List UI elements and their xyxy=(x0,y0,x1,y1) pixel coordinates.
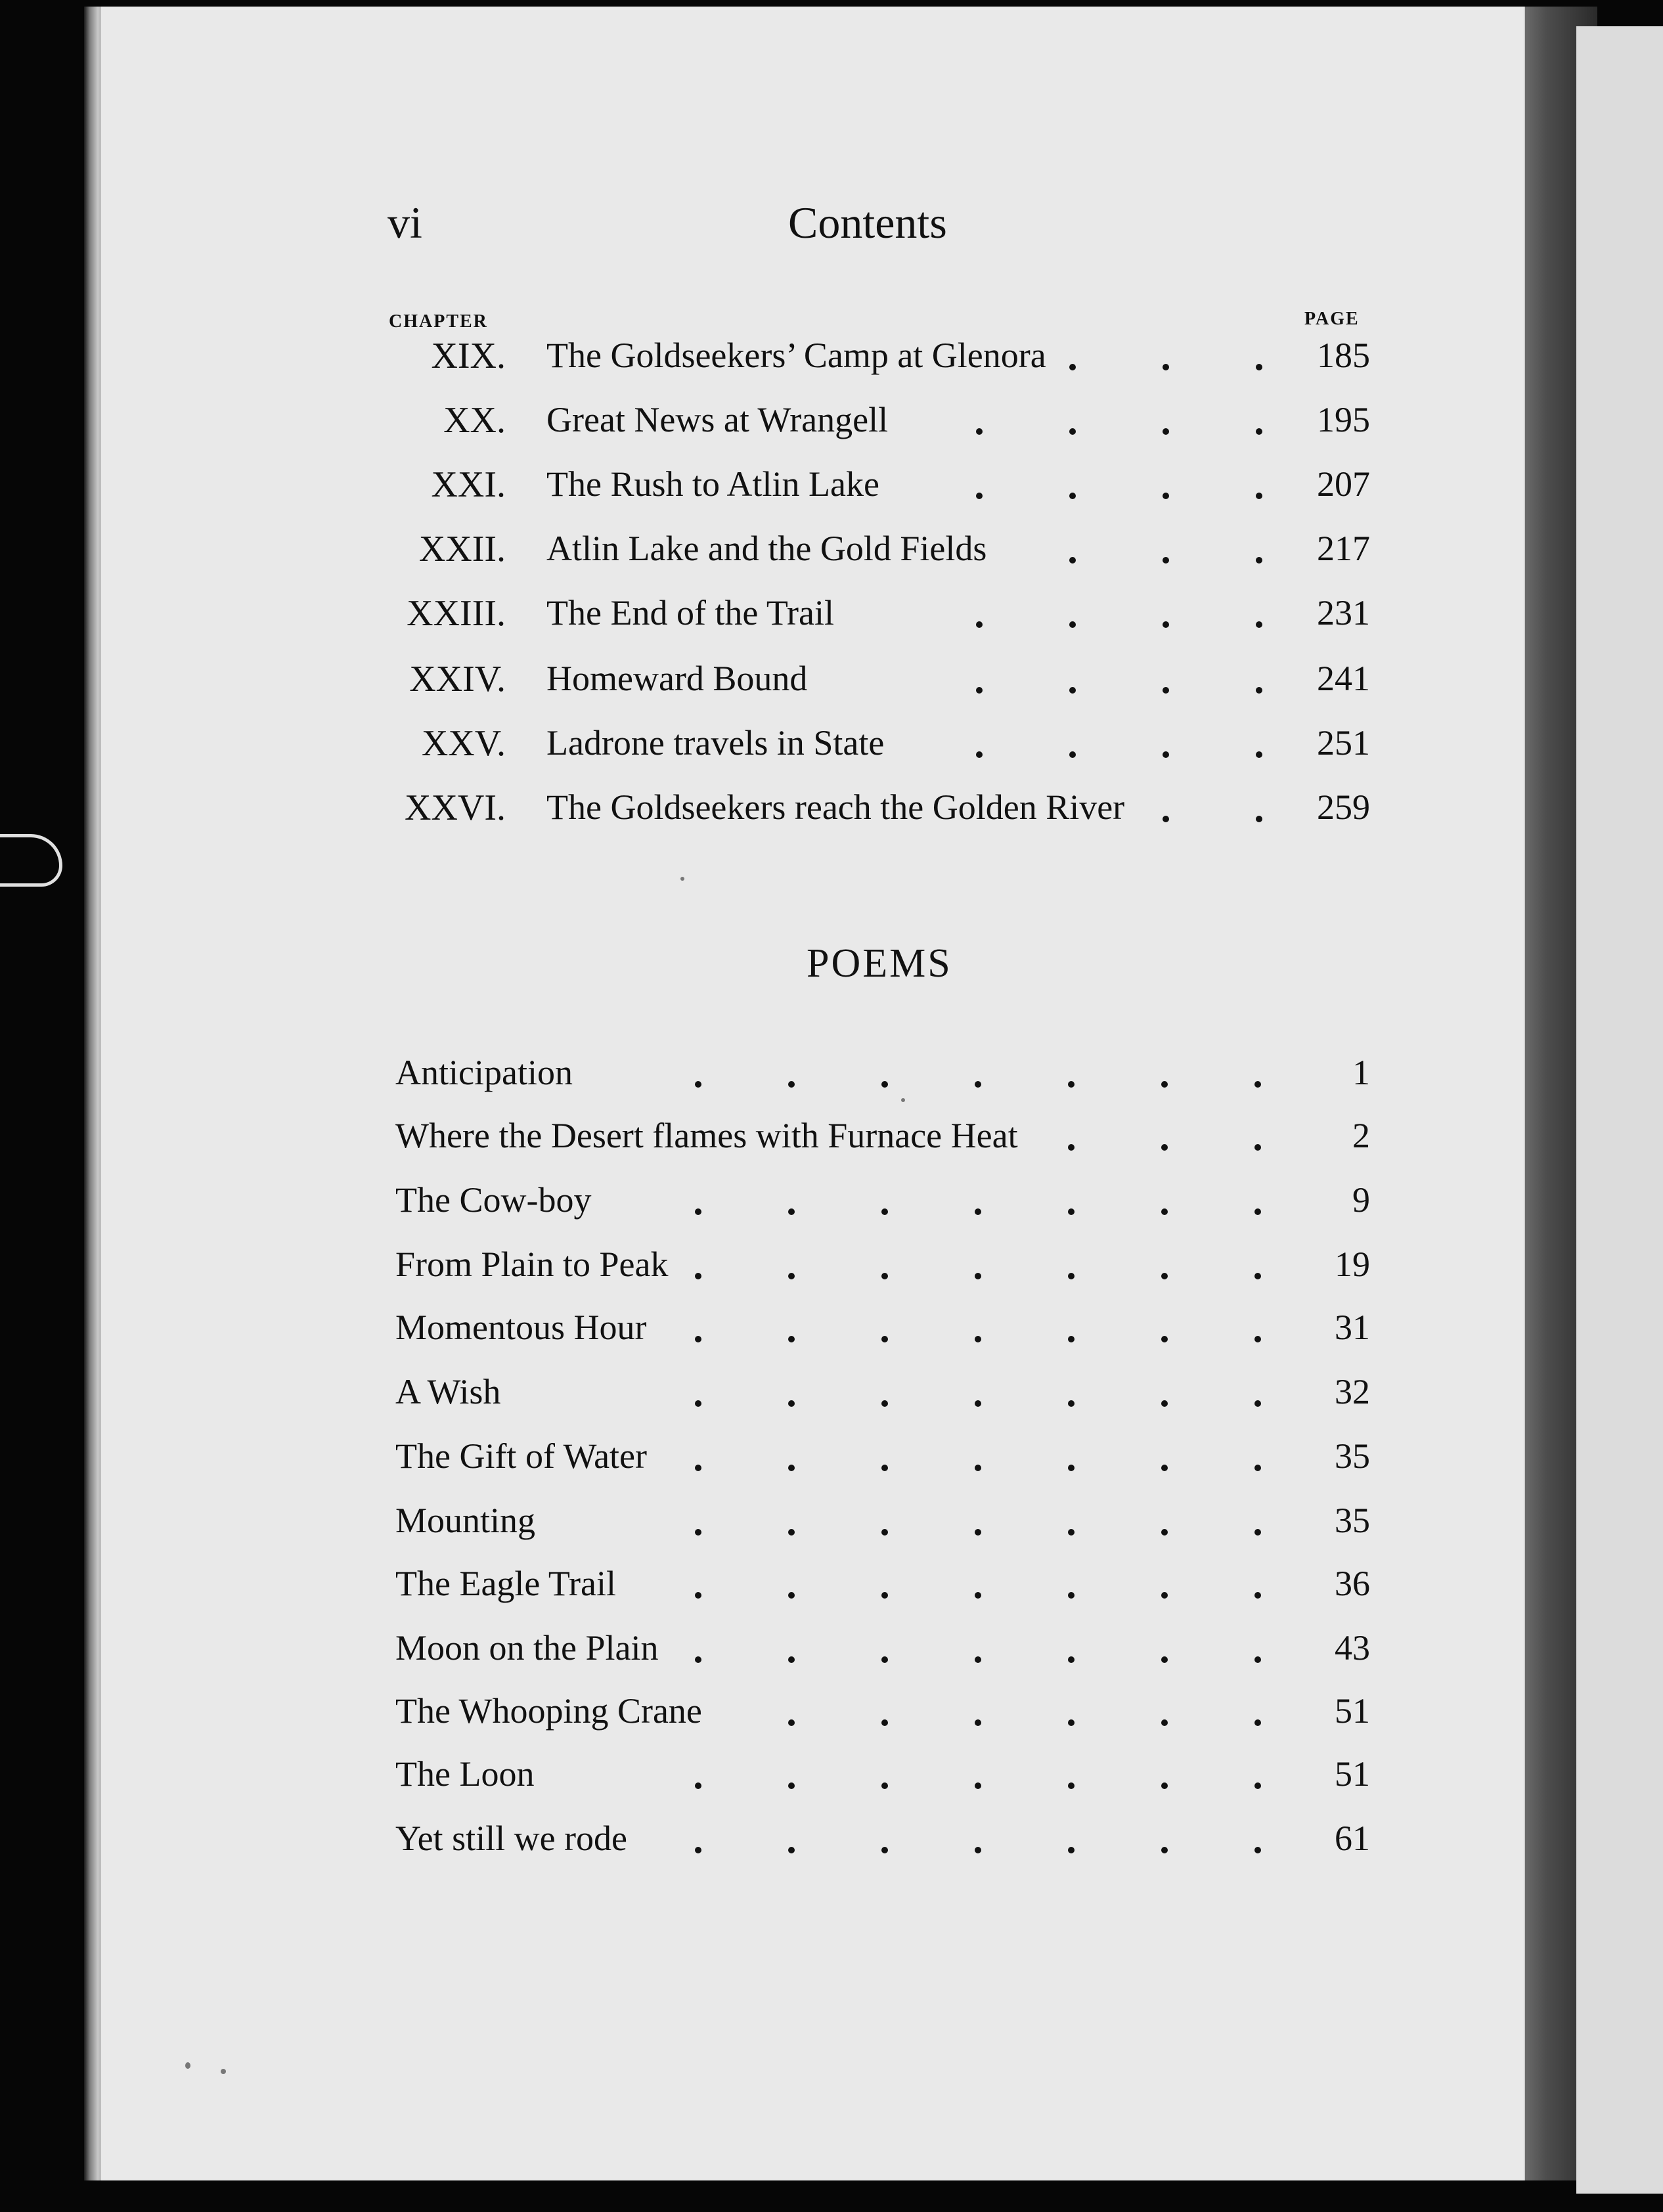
leader-dot xyxy=(881,1782,888,1789)
leader-dot xyxy=(1068,1592,1075,1599)
leader-dot xyxy=(976,493,983,499)
leader-dot xyxy=(1161,1847,1168,1853)
leader-dot xyxy=(1068,1336,1075,1342)
poem-entry xyxy=(0,1500,1663,1559)
poem-page-number: 51 xyxy=(1335,1754,1370,1794)
leader-dot xyxy=(975,1847,981,1853)
leader-dot xyxy=(695,1529,701,1536)
leader-dot xyxy=(1254,1273,1261,1279)
leader-dot xyxy=(1163,687,1169,694)
chapter-title: The Rush to Atlin Lake xyxy=(546,464,879,504)
chapter-title: The Goldseekers’ Camp at Glenora xyxy=(546,336,1046,375)
leader-dot xyxy=(788,1847,795,1853)
leader-dot xyxy=(975,1529,981,1536)
poems-heading: POEMS xyxy=(807,941,952,986)
leader-dot xyxy=(695,1400,701,1407)
leader-dot xyxy=(1256,687,1262,694)
leader-dot xyxy=(1254,1208,1261,1215)
paper-speck xyxy=(680,877,684,881)
chapter-entry xyxy=(0,399,1663,458)
leader-dot xyxy=(788,1656,795,1663)
leader-dot xyxy=(976,621,983,628)
leader-dot xyxy=(1161,1208,1168,1215)
leader-dot xyxy=(788,1336,795,1342)
leader-dot xyxy=(1256,493,1262,499)
leader-dot xyxy=(695,1465,701,1471)
poem-entry xyxy=(0,1052,1663,1111)
poem-title: From Plain to Peak xyxy=(395,1245,669,1284)
leader-dot xyxy=(1161,1719,1168,1726)
chapter-page-number: 217 xyxy=(1317,529,1370,568)
leader-dot xyxy=(1256,557,1262,564)
chapter-entry xyxy=(0,787,1663,846)
poem-title: The Cow-boy xyxy=(395,1180,592,1220)
leader-dot xyxy=(1163,364,1169,370)
poem-entry xyxy=(0,1180,1663,1239)
leader-dot xyxy=(1068,1656,1075,1663)
leader-dot xyxy=(695,1081,701,1088)
chapter-page-number: 207 xyxy=(1317,464,1370,504)
chapter-entry xyxy=(0,528,1663,587)
poem-title: The Eagle Trail xyxy=(395,1564,616,1603)
chapter-page-number: 251 xyxy=(1317,723,1370,763)
leader-dot xyxy=(881,1336,888,1342)
leader-dot xyxy=(788,1529,795,1536)
poem-entry xyxy=(0,1691,1663,1750)
leader-dot xyxy=(881,1656,888,1663)
chapter-page-number: 195 xyxy=(1317,400,1370,439)
leader-dot xyxy=(1069,364,1076,370)
poem-entry xyxy=(0,1563,1663,1622)
leader-dot xyxy=(975,1081,981,1088)
poem-entry xyxy=(0,1436,1663,1495)
leader-dot xyxy=(1161,1656,1168,1663)
leader-dot xyxy=(1254,1081,1261,1088)
poem-title: Mounting xyxy=(395,1501,536,1540)
leader-dot xyxy=(788,1208,795,1215)
leader-dot xyxy=(976,687,983,694)
leader-dot xyxy=(788,1592,795,1599)
poem-entry xyxy=(0,1371,1663,1430)
chapter-entry xyxy=(0,464,1663,523)
poem-page-number: 35 xyxy=(1335,1501,1370,1540)
leader-dot xyxy=(1069,557,1076,564)
poem-title: Anticipation xyxy=(395,1053,573,1092)
leader-dot xyxy=(1068,1081,1075,1088)
leader-dot xyxy=(881,1273,888,1279)
leader-dot xyxy=(975,1465,981,1471)
leader-dot xyxy=(1068,1465,1075,1471)
paper-speck xyxy=(185,2062,190,2069)
leader-dot xyxy=(788,1273,795,1279)
leader-dot xyxy=(1068,1529,1075,1536)
chapter-number: XIX. xyxy=(431,336,506,376)
leader-dot xyxy=(1256,364,1262,370)
paper-speck xyxy=(901,1098,905,1102)
chapter-title: The End of the Trail xyxy=(546,593,834,632)
leader-dot xyxy=(976,428,983,435)
poem-title: A Wish xyxy=(395,1372,501,1411)
leader-dot xyxy=(695,1656,701,1663)
chapter-title: Atlin Lake and the Gold Fields xyxy=(546,529,987,568)
poem-page-number: 61 xyxy=(1335,1819,1370,1858)
leader-dot xyxy=(1161,1144,1168,1151)
leader-dot xyxy=(881,1081,888,1088)
leader-dot xyxy=(1161,1400,1168,1407)
leader-dot xyxy=(1256,621,1262,628)
leader-dot xyxy=(1163,816,1169,822)
leader-dot xyxy=(788,1400,795,1407)
chapter-page-number: 241 xyxy=(1317,659,1370,698)
leader-dot xyxy=(1068,1144,1075,1151)
leader-dot xyxy=(1254,1465,1261,1471)
leader-dot xyxy=(881,1529,888,1536)
leader-dot xyxy=(1161,1529,1168,1536)
leader-dot xyxy=(1254,1847,1261,1853)
chapter-page-number: 231 xyxy=(1317,593,1370,632)
leader-dot xyxy=(975,1782,981,1789)
chapter-number: XXIII. xyxy=(407,593,506,634)
chapter-title: The Goldseekers reach the Golden River xyxy=(546,787,1125,827)
leader-dot xyxy=(788,1465,795,1471)
poem-page-number: 2 xyxy=(1352,1116,1370,1155)
poem-page-number: 32 xyxy=(1335,1372,1370,1411)
poem-title: The Whooping Crane xyxy=(395,1691,702,1731)
leader-dot xyxy=(1069,428,1076,435)
leader-dot xyxy=(1254,1400,1261,1407)
leader-dot xyxy=(881,1465,888,1471)
leader-dot xyxy=(1161,1273,1168,1279)
poem-entry xyxy=(0,1754,1663,1813)
leader-dot xyxy=(1069,751,1076,758)
poem-title: The Gift of Water xyxy=(395,1436,648,1476)
leader-dot xyxy=(1163,428,1169,435)
chapter-number: XXI. xyxy=(431,464,506,505)
chapter-number: XXII. xyxy=(418,529,506,569)
paper-speck xyxy=(221,2069,226,2074)
poem-title: The Loon xyxy=(395,1754,535,1794)
poem-entry xyxy=(0,1307,1663,1366)
poem-entry xyxy=(0,1115,1663,1174)
chapter-page-number: 185 xyxy=(1317,336,1370,375)
leader-dot xyxy=(788,1719,795,1726)
leader-dot xyxy=(1068,1847,1075,1853)
leader-dot xyxy=(1069,687,1076,694)
leader-dot xyxy=(1256,751,1262,758)
poem-page-number: 43 xyxy=(1335,1628,1370,1668)
leader-dot xyxy=(695,1208,701,1215)
chapter-page-number: 259 xyxy=(1317,787,1370,827)
poem-page-number: 35 xyxy=(1335,1436,1370,1476)
poem-title: Yet still we rode xyxy=(395,1819,628,1858)
leader-dot xyxy=(975,1336,981,1342)
leader-dot xyxy=(1069,621,1076,628)
chapter-number: XXV. xyxy=(421,723,506,764)
leader-dot xyxy=(695,1782,701,1789)
leader-dot xyxy=(975,1400,981,1407)
chapter-number: XXIV. xyxy=(409,659,506,699)
leader-dot xyxy=(1068,1719,1075,1726)
leader-dot xyxy=(975,1719,981,1726)
leader-dot xyxy=(1254,1719,1261,1726)
poem-page-number: 19 xyxy=(1335,1245,1370,1284)
chapter-entry xyxy=(0,722,1663,782)
chapter-number: XX. xyxy=(443,400,506,441)
leader-dot xyxy=(1068,1782,1075,1789)
leader-dot xyxy=(1254,1592,1261,1599)
leader-dot xyxy=(1256,816,1262,822)
poem-page-number: 31 xyxy=(1335,1308,1370,1347)
poem-entry xyxy=(0,1244,1663,1303)
leader-dot xyxy=(1254,1656,1261,1663)
leader-dot xyxy=(881,1847,888,1853)
leader-dot xyxy=(976,751,983,758)
leader-dot xyxy=(1068,1208,1075,1215)
chapter-entry xyxy=(0,658,1663,717)
leader-dot xyxy=(1254,1144,1261,1151)
leader-dot xyxy=(1163,493,1169,499)
leader-dot xyxy=(695,1592,701,1599)
leader-dot xyxy=(1161,1336,1168,1342)
leader-dot xyxy=(1254,1782,1261,1789)
leader-dot xyxy=(1256,428,1262,435)
chapter-title: Homeward Bound xyxy=(546,659,808,698)
leader-dot xyxy=(1161,1592,1168,1599)
page-folio: vi xyxy=(388,198,422,248)
leader-dot xyxy=(788,1081,795,1088)
poem-title: Where the Desert flames with Furnace Heat xyxy=(395,1116,1018,1155)
leader-dot xyxy=(881,1592,888,1599)
poem-title: Momentous Hour xyxy=(395,1308,647,1347)
leader-dot xyxy=(788,1782,795,1789)
poem-entry xyxy=(0,1818,1663,1877)
chapter-entry xyxy=(0,592,1663,652)
poem-page-number: 1 xyxy=(1352,1053,1370,1092)
leader-dot xyxy=(695,1336,701,1342)
leader-dot xyxy=(1161,1782,1168,1789)
leader-dot xyxy=(695,1847,701,1853)
leader-dot xyxy=(881,1400,888,1407)
chapter-column-label: CHAPTER xyxy=(389,311,488,332)
leader-dot xyxy=(975,1592,981,1599)
leader-dot xyxy=(881,1719,888,1726)
chapter-number: XXVI. xyxy=(405,787,506,828)
poem-entry xyxy=(0,1627,1663,1687)
leader-dot xyxy=(1163,557,1169,564)
poem-page-number: 9 xyxy=(1352,1180,1370,1220)
leader-dot xyxy=(695,1273,701,1279)
poem-page-number: 51 xyxy=(1335,1691,1370,1731)
leader-dot xyxy=(1161,1081,1168,1088)
leader-dot xyxy=(1068,1273,1075,1279)
chapter-title: Great News at Wrangell xyxy=(546,400,889,439)
leader-dot xyxy=(881,1208,888,1215)
leader-dot xyxy=(1161,1465,1168,1471)
chapter-title: Ladrone travels in State xyxy=(546,723,885,763)
leader-dot xyxy=(1068,1400,1075,1407)
leader-dot xyxy=(1254,1336,1261,1342)
chapter-entry xyxy=(0,335,1663,394)
leader-dot xyxy=(975,1656,981,1663)
page-column-label: PAGE xyxy=(1304,309,1360,329)
poem-page-number: 36 xyxy=(1335,1564,1370,1603)
running-title: Contents xyxy=(788,198,947,248)
leader-dot xyxy=(1069,493,1076,499)
leader-dot xyxy=(1163,621,1169,628)
poem-title: Moon on the Plain xyxy=(395,1628,659,1668)
leader-dot xyxy=(1163,751,1169,758)
leader-dot xyxy=(1254,1529,1261,1536)
leader-dot xyxy=(975,1273,981,1279)
leader-dot xyxy=(975,1208,981,1215)
